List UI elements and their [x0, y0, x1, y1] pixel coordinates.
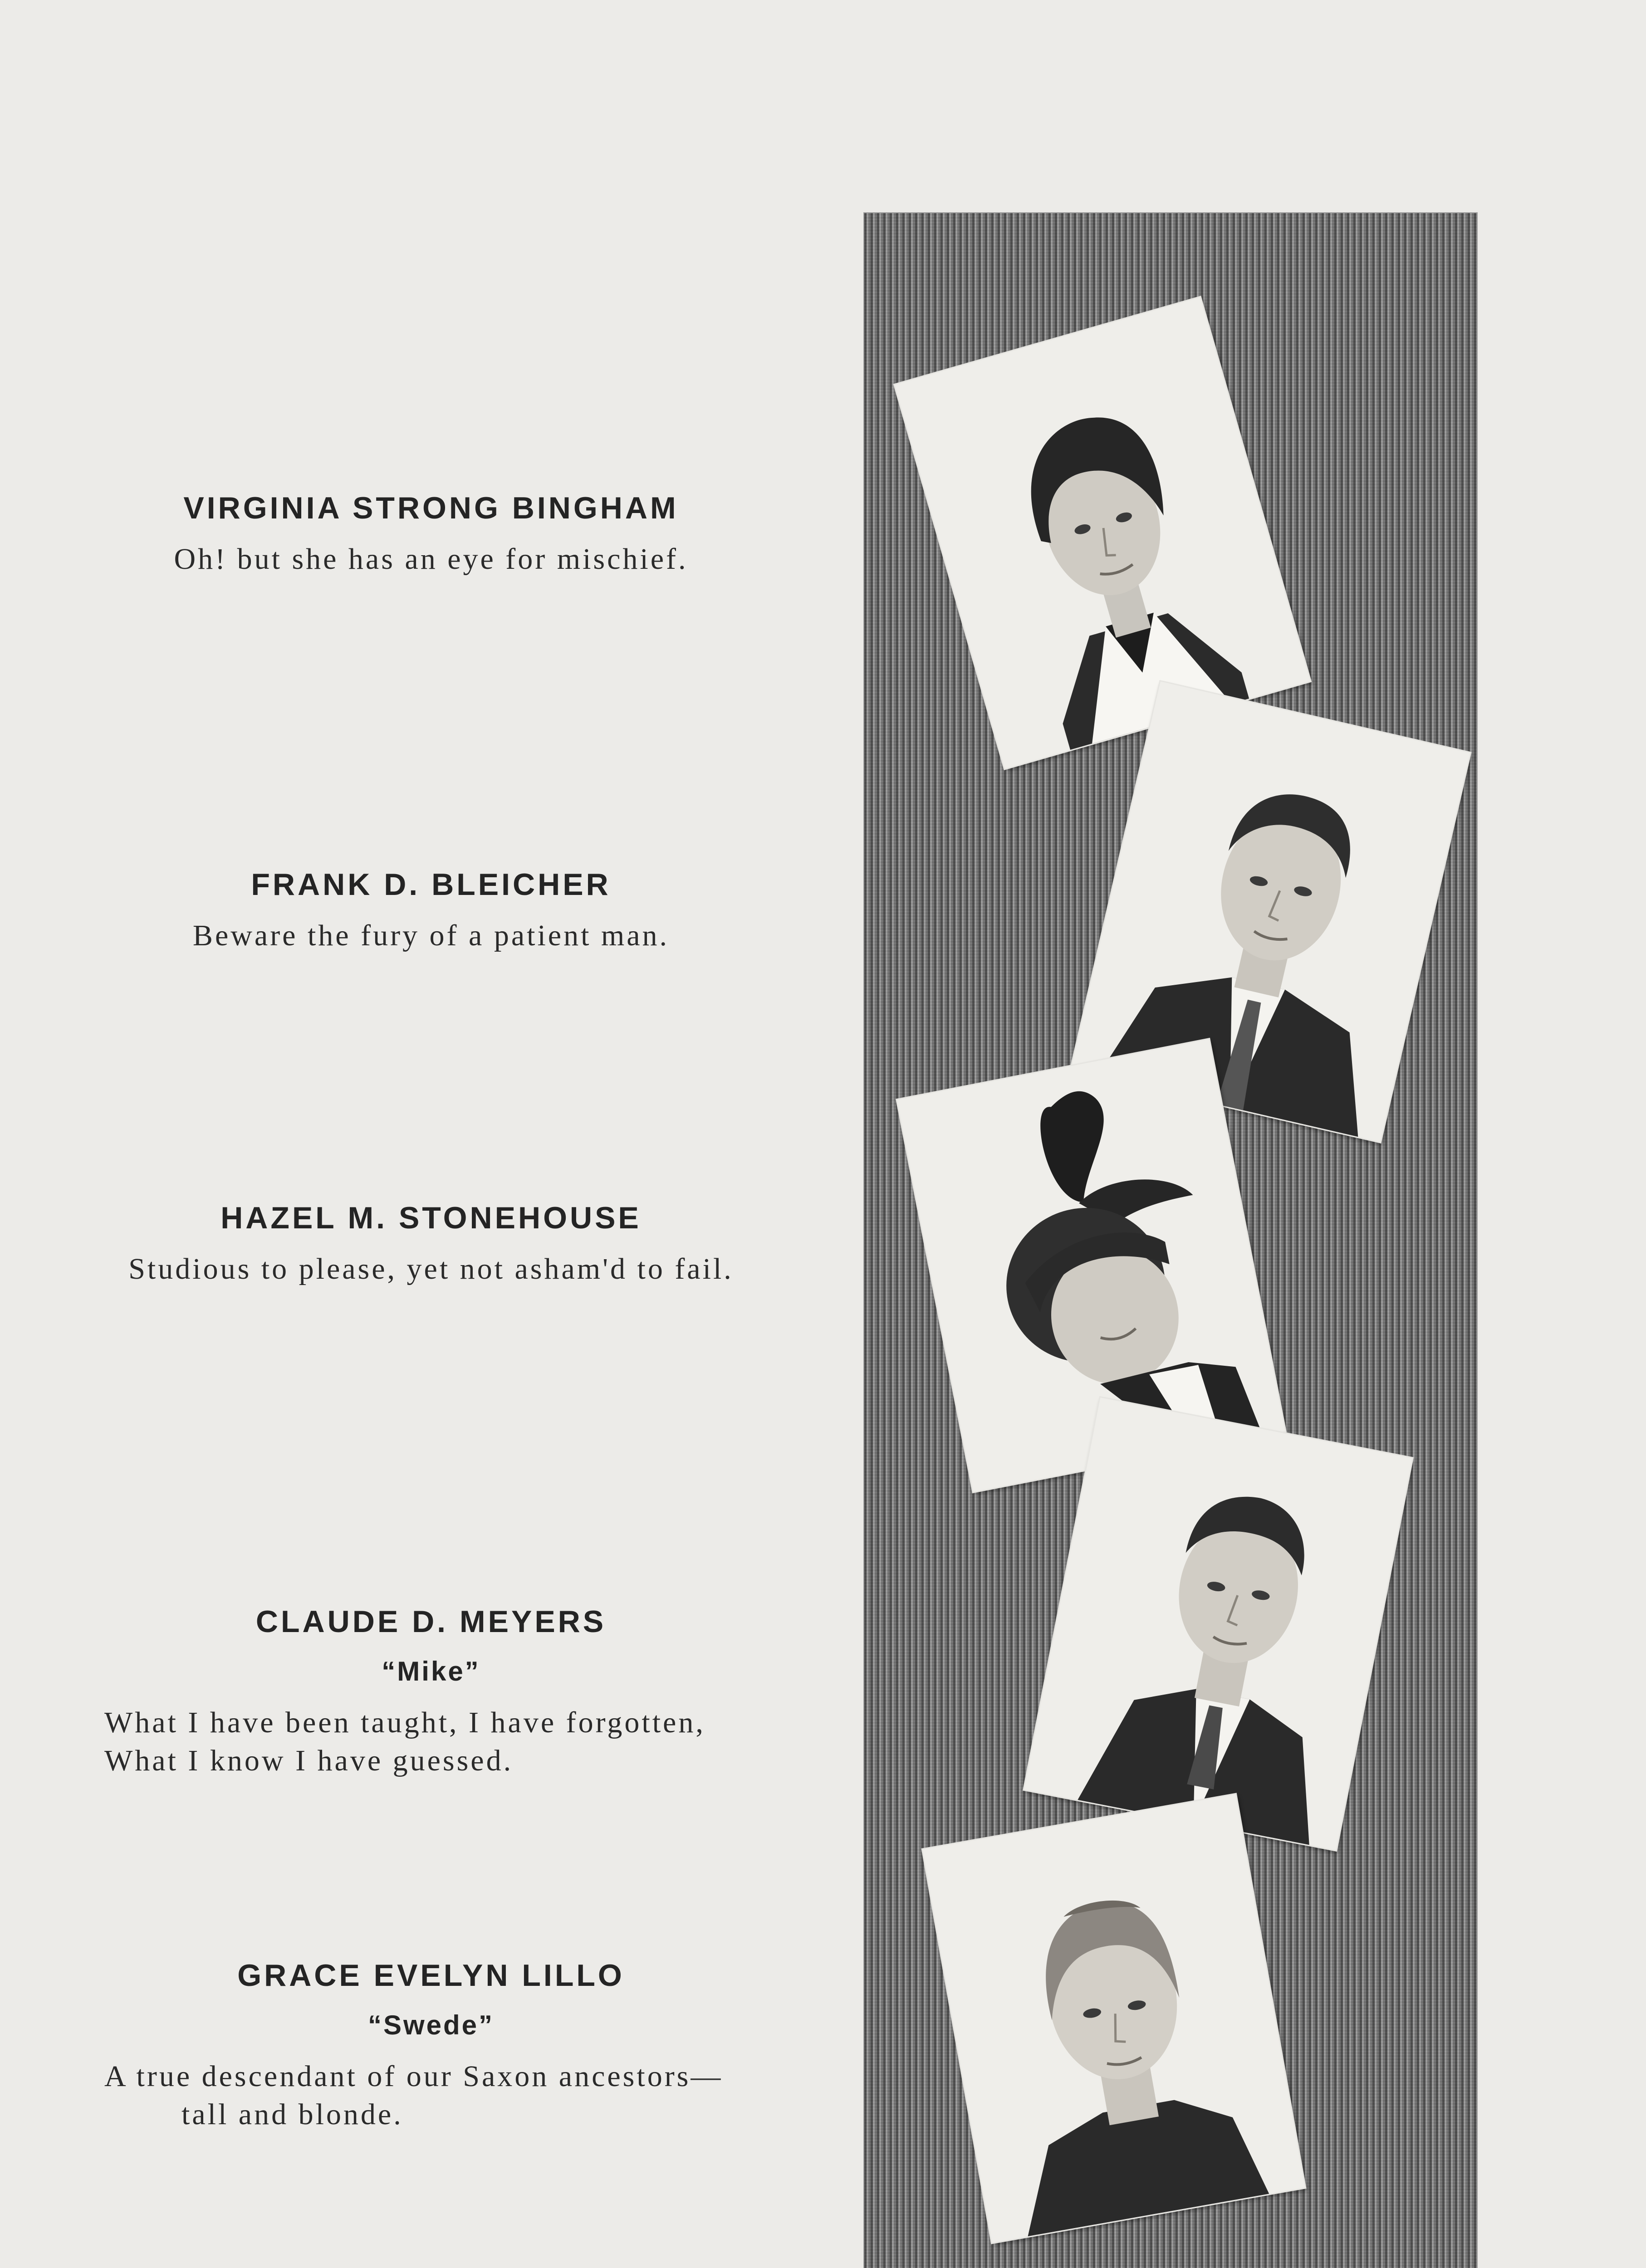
photo-panel — [864, 213, 1477, 2268]
entry-grace-lillo — [0, 1955, 862, 2134]
portrait-virginia-bingham-icon — [895, 298, 1310, 769]
student-name: FRANK D. BLEICHER — [251, 867, 611, 902]
student-quote: Oh! but she has an eye for mischief. — [174, 543, 688, 576]
student-quote: Beware the fury of a patient man. — [192, 919, 670, 952]
entry-claude-meyers — [0, 1601, 862, 1780]
student-name: CLAUDE D. MEYERS — [255, 1604, 607, 1639]
quote-line: What I have been taught, I have forgotten, — [104, 1706, 705, 1739]
student-nickname: “Mike” — [382, 1656, 480, 1686]
portrait-grace-lillo-icon — [923, 1794, 1305, 2243]
entry-virginia-bingham — [0, 488, 862, 578]
quote-line: tall and blonde. — [181, 2098, 403, 2131]
student-quote — [104, 2058, 830, 2134]
quote-line: A true descendant of our Saxon ancestors— — [104, 2060, 723, 2093]
student-quote: Studious to please, yet not asham'd to fail. — [128, 1252, 734, 1286]
student-name: VIRGINIA STRONG BINGHAM — [183, 491, 679, 525]
quote-line: What I know I have guessed. — [104, 1744, 514, 1777]
entry-hazel-stonehouse — [0, 1198, 862, 1288]
student-name: HAZEL M. STONEHOUSE — [220, 1201, 642, 1235]
photo-image — [895, 298, 1310, 769]
student-nickname: “Swede” — [367, 2010, 495, 2040]
student-name: GRACE EVELYN LILLO — [237, 1958, 625, 1993]
student-quote — [104, 1704, 830, 1780]
photo-image — [923, 1794, 1305, 2243]
entry-frank-bleicher — [0, 864, 862, 955]
